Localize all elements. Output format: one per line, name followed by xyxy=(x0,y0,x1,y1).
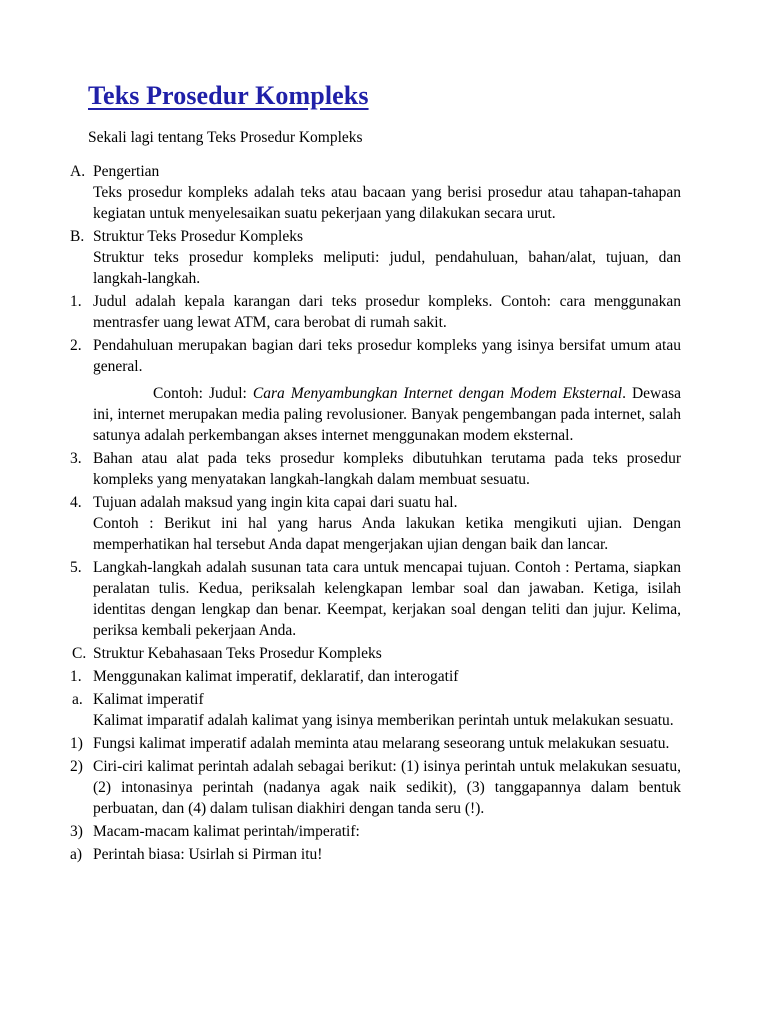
list-item-marker: a) xyxy=(70,845,83,863)
list-item xyxy=(70,821,681,842)
list-item-text: Ciri-ciri kalimat perintah adalah sebagai berikut: (1) isinya perintah untuk melakukan sesuatu, (2) intonasinya perintah (nadanya agak naik sedikit), (3) tanggapannya dalam bentuk perbuatan, dan (4) dalam tulisan diakhiri dengan tanda seru (!). xyxy=(93,757,681,817)
imperatif-body: Kalimat imparatif adalah kalimat yang isinya memberikan perintah untuk melakukan sesuatu. xyxy=(93,711,674,729)
section-a-heading xyxy=(70,161,681,182)
page-title: Teks Prosedur Kompleks xyxy=(88,81,369,110)
list-item xyxy=(70,756,681,819)
section-b-heading xyxy=(70,226,681,247)
list-item-marker: 1. xyxy=(70,667,82,685)
list-item-text: Macam-macam kalimat perintah/imperatif: xyxy=(93,822,360,840)
list-item-text: Tujuan adalah maksud yang ingin kita capai dari suatu hal. xyxy=(93,493,458,511)
example-tail: . Dewasa ini, internet merupakan media paling revolusioner. Banyak pengembangan pada internet, salah satunya adalah perkembangan akses internet menggunakan modem eksternal. xyxy=(93,384,681,444)
list-item-marker: 4. xyxy=(70,493,82,511)
list-item-text: Kalimat imperatif xyxy=(93,690,204,708)
example-italic-title: Cara Menyambungkan Internet dengan Modem Eksternal xyxy=(252,384,623,402)
list-item xyxy=(70,666,681,687)
document-subtitle: Sekali lagi tentang Teks Prosedur Kompleks xyxy=(88,128,363,146)
list-item xyxy=(70,335,681,377)
list-item xyxy=(70,689,681,710)
tujuan-example: Contoh : Berikut ini hal yang harus Anda lakukan ketika mengikuti ujian. Dengan memperhatikan hal tersebut Anda dapat mengerjakan ujian dengan baik dan lancar. xyxy=(93,514,681,553)
list-item xyxy=(70,291,681,333)
list-item-marker: a. xyxy=(72,690,83,708)
list-item-text: Fungsi kalimat imperatif adalah meminta atau melarang seseorang untuk melakukan sesuatu. xyxy=(93,734,670,752)
list-item xyxy=(70,492,681,513)
example-paragraph xyxy=(70,383,681,446)
list-item-text: Langkah-langkah adalah susunan tata cara untuk mencapai tujuan. Contoh : Pertama, siapkan peralatan tulis. Kedua, periksalah kelengkapan lembar soal dan jawaban. Ketiga, isilah identitas dengan lengkap dan benar. Keempat, kerjakan soal dengan teliti dan jujur. Kelima, periksa kembali pekerjaan Anda. xyxy=(93,558,681,639)
section-a-marker: A. xyxy=(70,162,86,180)
section-c-marker: C. xyxy=(72,644,87,662)
list-item-text: Menggunakan kalimat imperatif, deklaratif, dan interogatif xyxy=(93,667,459,685)
list-item-marker: 2) xyxy=(70,757,83,775)
section-a-heading-label: Pengertian xyxy=(93,162,160,180)
list-item-marker: 1) xyxy=(70,734,83,752)
section-c-heading-label: Struktur Kebahasaan Teks Prosedur Kompleks xyxy=(93,644,382,662)
list-item-text: Judul adalah kepala karangan dari teks prosedur kompleks. Contoh: cara menggunakan mentrasfer uang lewat ATM, cara berobat di rumah sakit. xyxy=(93,292,681,331)
list-item-marker: 3) xyxy=(70,822,83,840)
list-item-marker: 3. xyxy=(70,449,82,467)
section-b-marker: B. xyxy=(70,227,85,245)
section-b-heading-label: Struktur Teks Prosedur Kompleks xyxy=(93,227,304,245)
section-a-body: Teks prosedur kompleks adalah teks atau bacaan yang berisi prosedur atau tahapan-tahapan kegiatan untuk menyelesaikan suatu pekerjaan yang dilakukan secara urut. xyxy=(93,183,681,222)
list-item-text: Bahan atau alat pada teks prosedur kompleks dibutuhkan terutama pada teks prosedur kompleks yang menyatakan langkah-langkah dalam membuat sesuatu. xyxy=(93,449,681,488)
list-item xyxy=(70,448,681,490)
document-content xyxy=(70,80,681,865)
section-b-body: Struktur teks prosedur kompleks meliputi: judul, pendahuluan, bahan/alat, tujuan, dan langkah-langkah. xyxy=(93,248,681,287)
list-item-text: Perintah biasa: Usirlah si Pirman itu! xyxy=(93,845,323,863)
section-c-heading xyxy=(70,643,681,664)
list-item-marker: 2. xyxy=(70,336,82,354)
list-item-text: Pendahuluan merupakan bagian dari teks prosedur kompleks yang isinya bersifat umum atau general. xyxy=(93,336,681,375)
list-item xyxy=(70,733,681,754)
list-item-marker: 5. xyxy=(70,558,82,576)
list-item xyxy=(70,844,681,865)
example-lead: Contoh: Judul: xyxy=(153,384,253,402)
list-item xyxy=(70,557,681,641)
list-item-marker: 1. xyxy=(70,292,82,310)
